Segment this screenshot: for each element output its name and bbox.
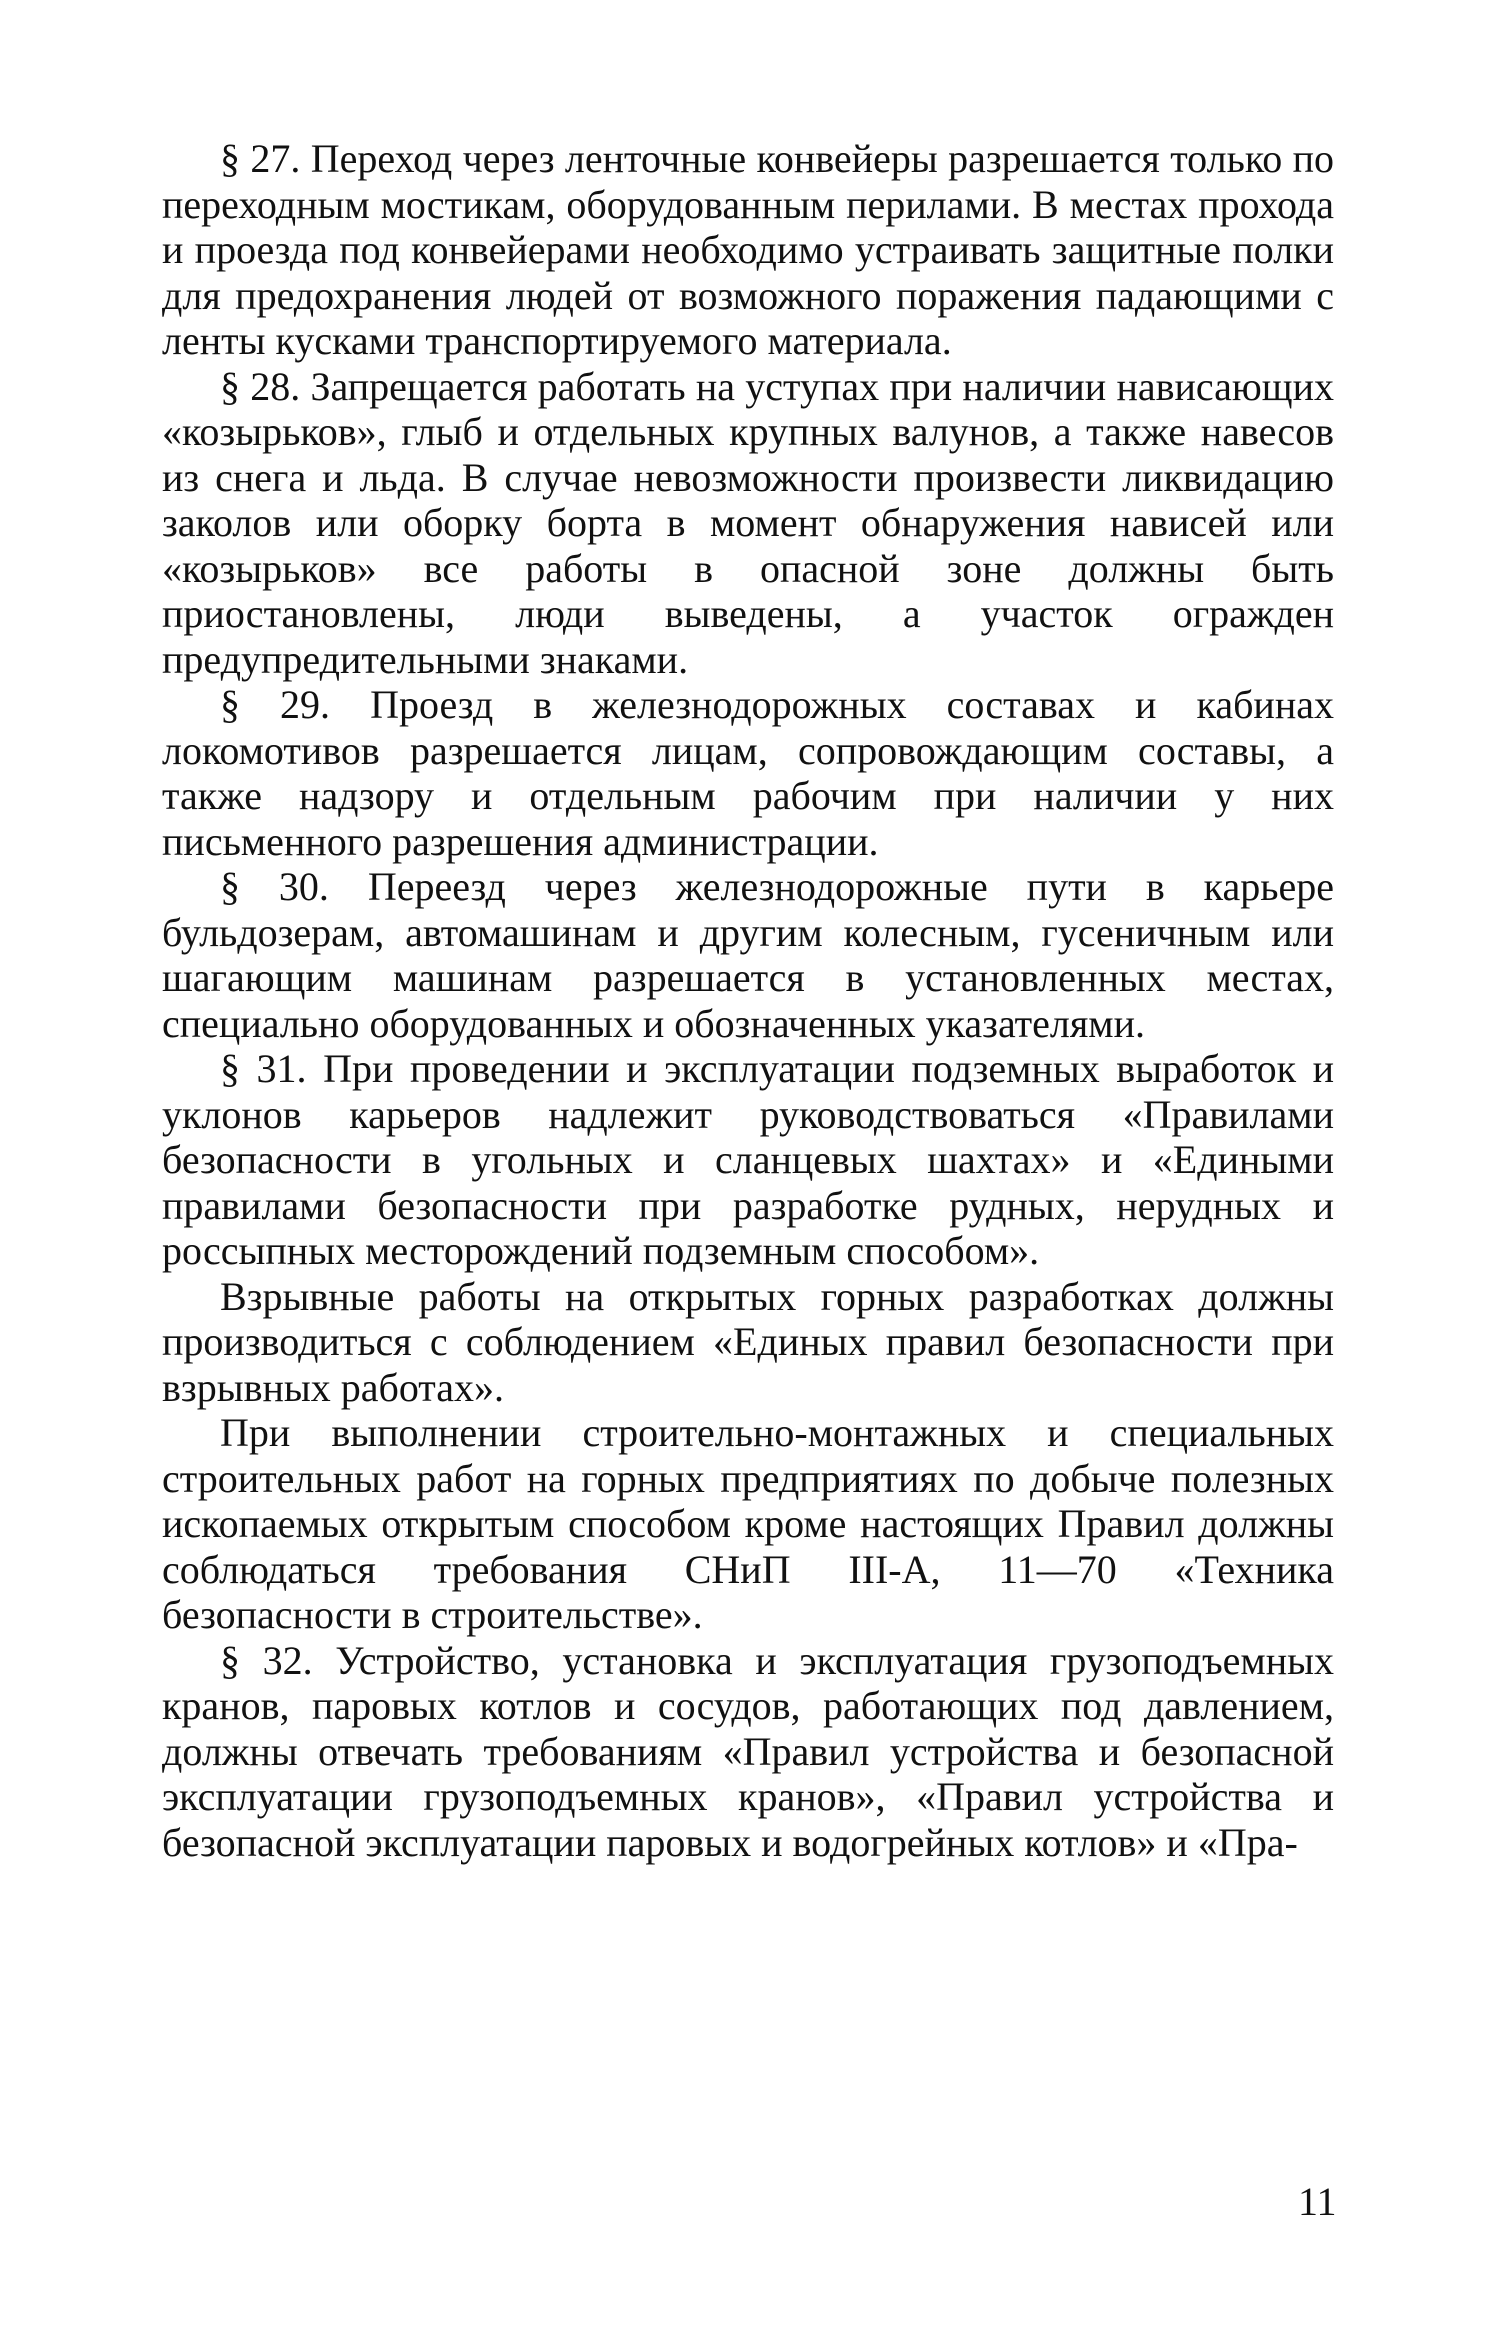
paragraph-28: § 28. Запрещается работать на уступах при наличии нависающих «козырьков», глыб и отдельных крупных валунов, а также навесов из снега и льда. В случае невозможности произвести ликвидацию заколов или оборку борта в момент обнаружения нависей или «козырьков» все работы в опасной зоне должны быть приостановлены, люди выведены, а участок огражден предупредительными знаками.: [162, 363, 1334, 682]
paragraph-29: § 29. Проезд в железнодорожных составах и кабинах локомотивов разрешается лицам, сопровождающим составы, а также надзору и отдельным рабочим при наличии у них письменного разрешения администрации.: [162, 682, 1334, 864]
paragraph-32: § 32. Устройство, установка и эксплуатация грузоподъемных кранов, паровых котлов и сосудов, работающих под давлением, должны отвечать требованиям «Правил устройства и безопасной эксплуатации грузоподъемных кранов», «Правил устройства и безопасной эксплуатации паровых и водогрейных котлов» и «Пра-: [162, 1637, 1334, 1865]
paragraph-27: § 27. Переход через ленточные конвейеры разрешается только по переходным мостикам, оборудованным перилами. В местах прохода и проезда под конвейерами необходимо устраивать защитные полки для предохранения людей от возможного поражения падающими с ленты кусками транспортируемого материала.: [162, 136, 1334, 363]
paragraph-31: § 31. При проведении и эксплуатации подземных выработок и уклонов карьеров надлежит руководствоваться «Правилами безопасности в угольных и сланцевых шахтах» и «Едиными правилами безопасности при разработке рудных, нерудных и россыпных месторождений подземным способом».: [162, 1046, 1334, 1273]
page-number: 11: [1298, 2179, 1337, 2224]
paragraph-31-blasting: Взрывные работы на открытых горных разработках должны производиться с соблюдением «Единых правил безопасности при взрывных работах».: [162, 1273, 1334, 1410]
body-text: [162, 136, 1334, 1865]
paragraph-31-construction: При выполнении строительно-монтажных и специальных строительных работ на горных предприятиях по добыче полезных ископаемых открытым способом кроме настоящих Правил должны соблюдаться требования СНиП III-А, 11—70 «Техника безопасности в строительстве».: [162, 1410, 1334, 1637]
paragraph-30: § 30. Переезд через железнодорожные пути в карьере бульдозерам, автомашинам и другим колесным, гусеничным или шагающим машинам разрешается в установленных местах, специально оборудованных и обозначенных указателями.: [162, 864, 1334, 1046]
